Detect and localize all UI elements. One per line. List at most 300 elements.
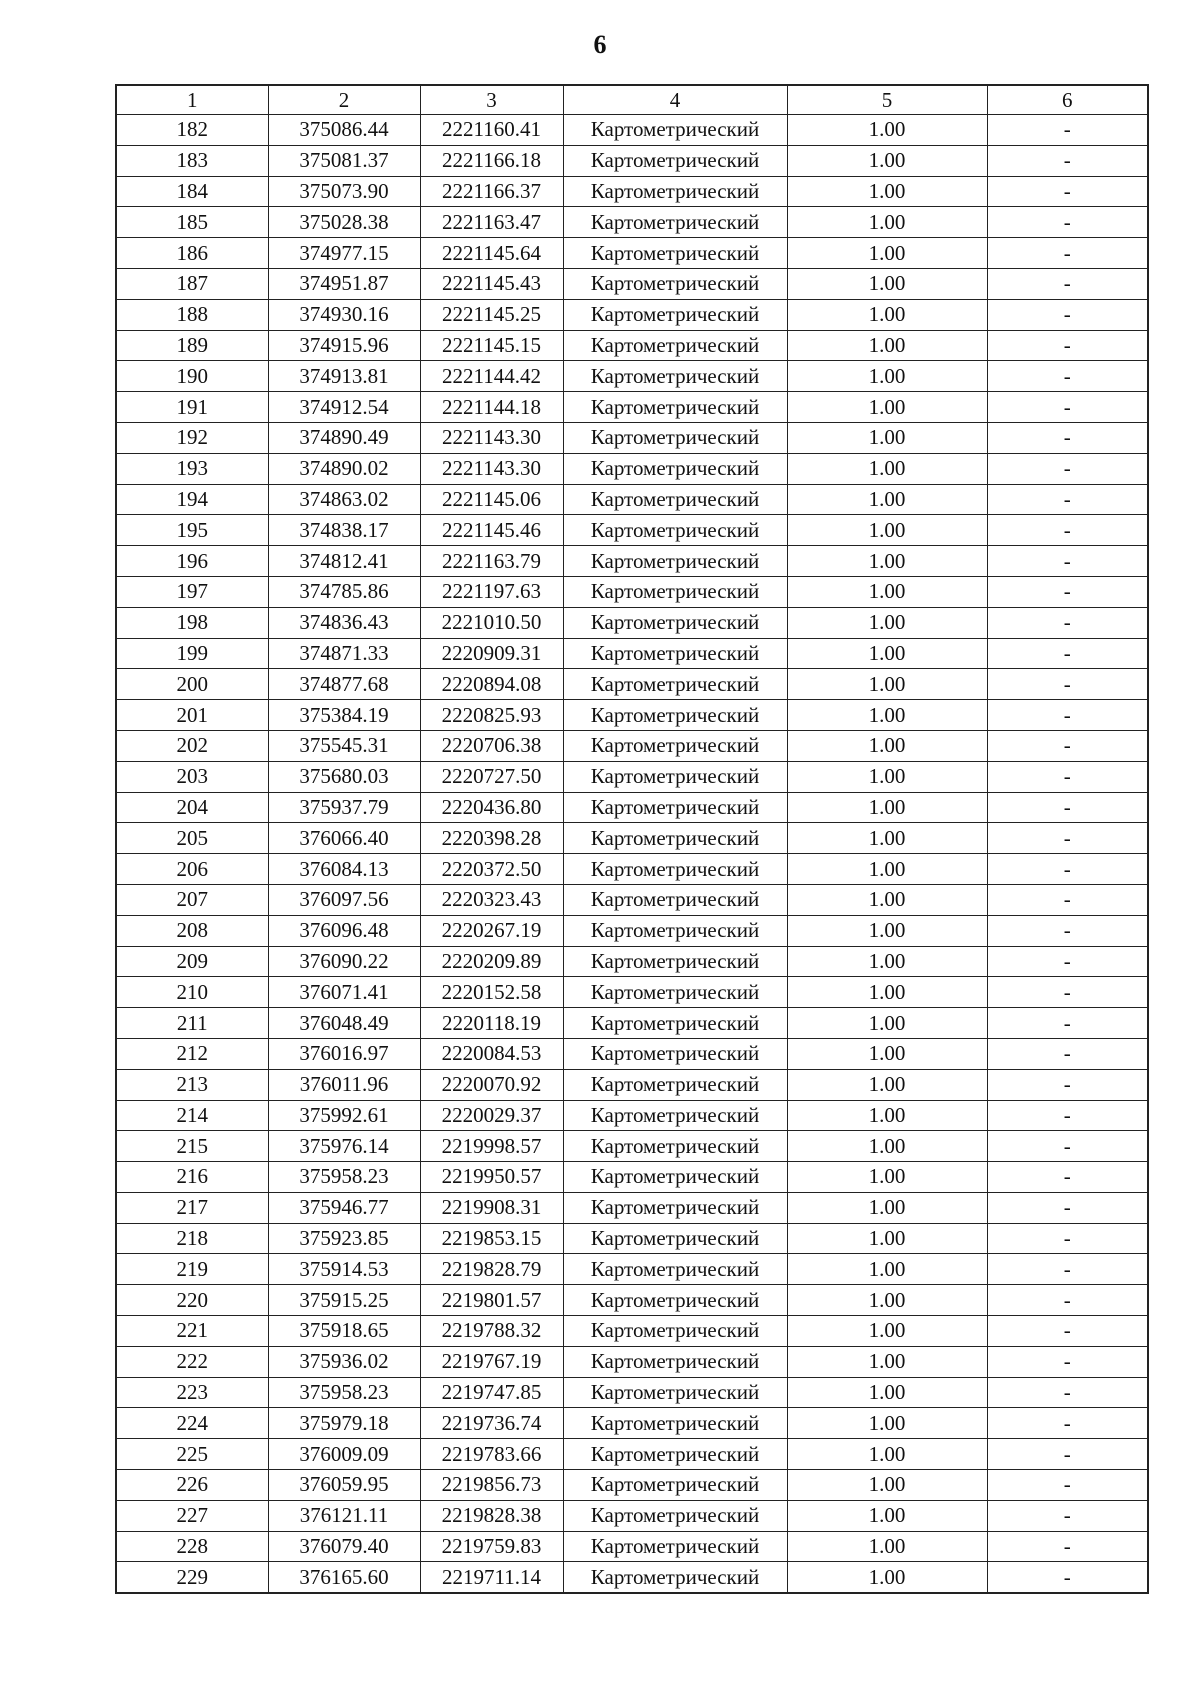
- table-cell: -: [987, 546, 1148, 577]
- table-cell: Картометрический: [563, 1562, 787, 1593]
- table-cell: 189: [116, 330, 268, 361]
- table-cell: -: [987, 1100, 1148, 1131]
- table-cell: 374912.54: [268, 392, 420, 423]
- table-cell: Картометрический: [563, 700, 787, 731]
- table-cell: -: [987, 1500, 1148, 1531]
- table-cell: 375958.23: [268, 1377, 420, 1408]
- table-cell: 376009.09: [268, 1439, 420, 1470]
- table-cell: 1.00: [787, 915, 987, 946]
- table-cell: 200: [116, 669, 268, 700]
- table-cell: 212: [116, 1038, 268, 1069]
- table-cell: 2220152.58: [420, 977, 563, 1008]
- table-cell: 2220372.50: [420, 854, 563, 885]
- table-cell: 1.00: [787, 1346, 987, 1377]
- table-cell: 2219736.74: [420, 1408, 563, 1439]
- table-cell: -: [987, 1285, 1148, 1316]
- table-row: [116, 1500, 1148, 1531]
- table-cell: 374863.02: [268, 484, 420, 515]
- table-cell: Картометрический: [563, 761, 787, 792]
- table-cell: 1.00: [787, 145, 987, 176]
- table-cell: 2220084.53: [420, 1038, 563, 1069]
- table-cell: 1.00: [787, 546, 987, 577]
- table-cell: 376071.41: [268, 977, 420, 1008]
- table-row: [116, 1223, 1148, 1254]
- table-cell: -: [987, 1223, 1148, 1254]
- table-cell: -: [987, 854, 1148, 885]
- table-cell: -: [987, 1531, 1148, 1562]
- table-cell: -: [987, 238, 1148, 269]
- table-cell: 2221166.18: [420, 145, 563, 176]
- table-cell: -: [987, 299, 1148, 330]
- table-cell: 201: [116, 700, 268, 731]
- table-cell: 215: [116, 1131, 268, 1162]
- table-row: [116, 1100, 1148, 1131]
- table-cell: 183: [116, 145, 268, 176]
- table-row: [116, 361, 1148, 392]
- table-cell: -: [987, 1162, 1148, 1193]
- table-cell: 2219856.73: [420, 1470, 563, 1501]
- table-cell: 2221144.18: [420, 392, 563, 423]
- table-cell: 206: [116, 854, 268, 885]
- table-cell: 375545.31: [268, 730, 420, 761]
- table-cell: Картометрический: [563, 330, 787, 361]
- table-cell: 2219998.57: [420, 1131, 563, 1162]
- table-cell: 376097.56: [268, 884, 420, 915]
- table-cell: 187: [116, 268, 268, 299]
- table-row: [116, 1254, 1148, 1285]
- table-cell: -: [987, 1377, 1148, 1408]
- table-cell: Картометрический: [563, 1192, 787, 1223]
- table-cell: 2221144.42: [420, 361, 563, 392]
- table-cell: 1.00: [787, 1470, 987, 1501]
- table-cell: 1.00: [787, 669, 987, 700]
- table-row: [116, 1316, 1148, 1347]
- table-cell: 210: [116, 977, 268, 1008]
- table-cell: 226: [116, 1470, 268, 1501]
- table-cell: -: [987, 453, 1148, 484]
- table-cell: 1.00: [787, 1069, 987, 1100]
- table-cell: -: [987, 792, 1148, 823]
- table-cell: -: [987, 915, 1148, 946]
- table-cell: Картометрический: [563, 515, 787, 546]
- table-cell: Картометрический: [563, 792, 787, 823]
- table-cell: 1.00: [787, 1254, 987, 1285]
- table-row: [116, 1285, 1148, 1316]
- table-cell: 375073.90: [268, 176, 420, 207]
- table-cell: 1.00: [787, 299, 987, 330]
- table-cell: -: [987, 1470, 1148, 1501]
- table-cell: 195: [116, 515, 268, 546]
- table-cell: 374877.68: [268, 669, 420, 700]
- table-cell: -: [987, 669, 1148, 700]
- table-cell: 1.00: [787, 268, 987, 299]
- column-header-4: 4: [563, 85, 787, 115]
- table-cell: Картометрический: [563, 884, 787, 915]
- table-cell: 2220398.28: [420, 823, 563, 854]
- table-cell: 375923.85: [268, 1223, 420, 1254]
- table-cell: 203: [116, 761, 268, 792]
- table-cell: 2221010.50: [420, 607, 563, 638]
- table-cell: 2221163.79: [420, 546, 563, 577]
- table-cell: 375081.37: [268, 145, 420, 176]
- table-cell: 2221145.06: [420, 484, 563, 515]
- table-cell: 202: [116, 730, 268, 761]
- table-cell: 1.00: [787, 700, 987, 731]
- table-cell: 220: [116, 1285, 268, 1316]
- table-cell: 2219828.38: [420, 1500, 563, 1531]
- table-cell: -: [987, 207, 1148, 238]
- table-cell: 2219950.57: [420, 1162, 563, 1193]
- table-cell: Картометрический: [563, 1470, 787, 1501]
- table-cell: 2221145.25: [420, 299, 563, 330]
- table-cell: 209: [116, 946, 268, 977]
- table-cell: 376165.60: [268, 1562, 420, 1593]
- table-row: [116, 392, 1148, 423]
- table-cell: 375028.38: [268, 207, 420, 238]
- table-cell: 182: [116, 115, 268, 146]
- table-cell: 2220706.38: [420, 730, 563, 761]
- table-cell: 2220894.08: [420, 669, 563, 700]
- table-cell: 222: [116, 1346, 268, 1377]
- table-cell: 197: [116, 576, 268, 607]
- table-cell: 214: [116, 1100, 268, 1131]
- page-number: 6: [593, 30, 607, 59]
- table-row: [116, 115, 1148, 146]
- table-cell: Картометрический: [563, 669, 787, 700]
- table-cell: 191: [116, 392, 268, 423]
- table-row: [116, 792, 1148, 823]
- table-cell: 374890.49: [268, 422, 420, 453]
- table-cell: 2221145.64: [420, 238, 563, 269]
- table-cell: Картометрический: [563, 115, 787, 146]
- table-cell: 1.00: [787, 422, 987, 453]
- table-cell: -: [987, 484, 1148, 515]
- table-cell: -: [987, 946, 1148, 977]
- table-cell: 375915.25: [268, 1285, 420, 1316]
- table-cell: -: [987, 515, 1148, 546]
- table-cell: 1.00: [787, 854, 987, 885]
- table-cell: 1.00: [787, 1316, 987, 1347]
- table-cell: Картометрический: [563, 1346, 787, 1377]
- column-header-2: 2: [268, 85, 420, 115]
- table-cell: 2220436.80: [420, 792, 563, 823]
- table-cell: Картометрический: [563, 823, 787, 854]
- table-cell: Картометрический: [563, 1377, 787, 1408]
- table-cell: 2220070.92: [420, 1069, 563, 1100]
- table-cell: 2220267.19: [420, 915, 563, 946]
- column-header-5: 5: [787, 85, 987, 115]
- table-row: [116, 977, 1148, 1008]
- table-cell: Картометрический: [563, 299, 787, 330]
- table-cell: 229: [116, 1562, 268, 1593]
- table-cell: Картометрический: [563, 1100, 787, 1131]
- table-cell: Картометрический: [563, 546, 787, 577]
- table-row: [116, 207, 1148, 238]
- table-cell: 2220825.93: [420, 700, 563, 731]
- table-cell: 198: [116, 607, 268, 638]
- table-cell: 1.00: [787, 1008, 987, 1039]
- table-cell: Картометрический: [563, 422, 787, 453]
- table-row: [116, 730, 1148, 761]
- table-row: [116, 1531, 1148, 1562]
- table-cell: 194: [116, 484, 268, 515]
- table-cell: -: [987, 115, 1148, 146]
- table-cell: 1.00: [787, 361, 987, 392]
- table-row: [116, 823, 1148, 854]
- table-cell: 375992.61: [268, 1100, 420, 1131]
- table-cell: -: [987, 1562, 1148, 1593]
- table-cell: 376059.95: [268, 1470, 420, 1501]
- table-cell: 375680.03: [268, 761, 420, 792]
- table-cell: -: [987, 268, 1148, 299]
- table-cell: 1.00: [787, 607, 987, 638]
- table-cell: 1.00: [787, 453, 987, 484]
- table-cell: 184: [116, 176, 268, 207]
- table-cell: 228: [116, 1531, 268, 1562]
- table-row: [116, 1470, 1148, 1501]
- table-row: [116, 946, 1148, 977]
- table-header-row: [116, 85, 1148, 115]
- table-cell: 374838.17: [268, 515, 420, 546]
- table-cell: 374977.15: [268, 238, 420, 269]
- table-cell: 193: [116, 453, 268, 484]
- table-cell: 2221145.15: [420, 330, 563, 361]
- table-cell: 375936.02: [268, 1346, 420, 1377]
- table-cell: 375918.65: [268, 1316, 420, 1347]
- table-cell: 188: [116, 299, 268, 330]
- table-cell: Картометрический: [563, 1069, 787, 1100]
- table-cell: Картометрический: [563, 854, 787, 885]
- table-cell: 1.00: [787, 1285, 987, 1316]
- table-cell: 1.00: [787, 884, 987, 915]
- table-row: [116, 484, 1148, 515]
- table-cell: Картометрический: [563, 1038, 787, 1069]
- table-row: [116, 669, 1148, 700]
- column-header-1: 1: [116, 85, 268, 115]
- table-cell: 1.00: [787, 1192, 987, 1223]
- table-cell: -: [987, 422, 1148, 453]
- table-row: [116, 638, 1148, 669]
- table-row: [116, 1346, 1148, 1377]
- table-cell: 374913.81: [268, 361, 420, 392]
- table-cell: 1.00: [787, 330, 987, 361]
- table-cell: Картометрический: [563, 915, 787, 946]
- table-cell: 374785.86: [268, 576, 420, 607]
- table-cell: 374812.41: [268, 546, 420, 577]
- table-cell: 204: [116, 792, 268, 823]
- table-cell: 1.00: [787, 638, 987, 669]
- table-cell: 375086.44: [268, 115, 420, 146]
- table-cell: 227: [116, 1500, 268, 1531]
- table-cell: 1.00: [787, 1408, 987, 1439]
- table-cell: Картометрический: [563, 453, 787, 484]
- table-cell: 376016.97: [268, 1038, 420, 1069]
- table-cell: 376066.40: [268, 823, 420, 854]
- table-cell: -: [987, 700, 1148, 731]
- table-row: [116, 1408, 1148, 1439]
- table-cell: -: [987, 730, 1148, 761]
- table-cell: -: [987, 1008, 1148, 1039]
- table-cell: 376096.48: [268, 915, 420, 946]
- table-cell: 376090.22: [268, 946, 420, 977]
- table-cell: 2220909.31: [420, 638, 563, 669]
- table-cell: 2220209.89: [420, 946, 563, 977]
- table-cell: Картометрический: [563, 145, 787, 176]
- table-cell: Картометрический: [563, 576, 787, 607]
- table-cell: Картометрический: [563, 607, 787, 638]
- table-cell: 2219767.19: [420, 1346, 563, 1377]
- table-row: [116, 546, 1148, 577]
- table-cell: 221: [116, 1316, 268, 1347]
- table-cell: 211: [116, 1008, 268, 1039]
- table-cell: 2220727.50: [420, 761, 563, 792]
- table-cell: -: [987, 1439, 1148, 1470]
- table-cell: 2219759.83: [420, 1531, 563, 1562]
- table-cell: 1.00: [787, 1131, 987, 1162]
- table-cell: 216: [116, 1162, 268, 1193]
- table-cell: 1.00: [787, 238, 987, 269]
- table-cell: Картометрический: [563, 1223, 787, 1254]
- table-cell: Картометрический: [563, 1131, 787, 1162]
- table-cell: Картометрический: [563, 1408, 787, 1439]
- table-cell: 207: [116, 884, 268, 915]
- table-cell: 375976.14: [268, 1131, 420, 1162]
- table-cell: 376011.96: [268, 1069, 420, 1100]
- table-cell: 1.00: [787, 1377, 987, 1408]
- table-cell: Картометрический: [563, 207, 787, 238]
- table-cell: -: [987, 1316, 1148, 1347]
- table-cell: 374871.33: [268, 638, 420, 669]
- table-cell: 2219747.85: [420, 1377, 563, 1408]
- table-cell: 374951.87: [268, 268, 420, 299]
- table-cell: 223: [116, 1377, 268, 1408]
- table-row: [116, 1439, 1148, 1470]
- table-row: [116, 1192, 1148, 1223]
- table-cell: -: [987, 1038, 1148, 1069]
- table-row: [116, 330, 1148, 361]
- table-cell: 196: [116, 546, 268, 577]
- table-cell: Картометрический: [563, 638, 787, 669]
- table-cell: -: [987, 1131, 1148, 1162]
- table-cell: 2220118.19: [420, 1008, 563, 1039]
- table-cell: Картометрический: [563, 1500, 787, 1531]
- table-cell: -: [987, 977, 1148, 1008]
- table-cell: 2221163.47: [420, 207, 563, 238]
- table-cell: 1.00: [787, 515, 987, 546]
- table-row: [116, 576, 1148, 607]
- table-cell: 374930.16: [268, 299, 420, 330]
- table-cell: 375937.79: [268, 792, 420, 823]
- table-cell: Картометрический: [563, 238, 787, 269]
- table-cell: 2221160.41: [420, 115, 563, 146]
- table-cell: Картометрический: [563, 268, 787, 299]
- table-cell: 374915.96: [268, 330, 420, 361]
- table-cell: 2219711.14: [420, 1562, 563, 1593]
- table-cell: 2219783.66: [420, 1439, 563, 1470]
- table-cell: 1.00: [787, 823, 987, 854]
- table-cell: -: [987, 1346, 1148, 1377]
- table-cell: 1.00: [787, 1500, 987, 1531]
- table-cell: 1.00: [787, 392, 987, 423]
- table-row: [116, 422, 1148, 453]
- table-cell: 218: [116, 1223, 268, 1254]
- table-cell: Картометрический: [563, 176, 787, 207]
- table-cell: 219: [116, 1254, 268, 1285]
- table-row: [116, 700, 1148, 731]
- table-cell: 376084.13: [268, 854, 420, 885]
- table-cell: 2219853.15: [420, 1223, 563, 1254]
- table-cell: 1.00: [787, 1531, 987, 1562]
- table-cell: 1.00: [787, 946, 987, 977]
- table-cell: 1.00: [787, 115, 987, 146]
- table-cell: Картометрический: [563, 1439, 787, 1470]
- table-cell: Картометрический: [563, 730, 787, 761]
- table-cell: 1.00: [787, 1100, 987, 1131]
- table-cell: 213: [116, 1069, 268, 1100]
- table-cell: 1.00: [787, 1562, 987, 1593]
- table-cell: 375914.53: [268, 1254, 420, 1285]
- table-cell: -: [987, 884, 1148, 915]
- table-row: [116, 1069, 1148, 1100]
- table-row: [116, 607, 1148, 638]
- table-cell: -: [987, 607, 1148, 638]
- table-cell: -: [987, 176, 1148, 207]
- table-cell: 2221197.63: [420, 576, 563, 607]
- column-header-6: 6: [987, 85, 1148, 115]
- table-cell: 192: [116, 422, 268, 453]
- table-cell: 376079.40: [268, 1531, 420, 1562]
- table-row: [116, 1377, 1148, 1408]
- table-row: [116, 145, 1148, 176]
- table-cell: 2220029.37: [420, 1100, 563, 1131]
- table-cell: -: [987, 576, 1148, 607]
- table-row: [116, 854, 1148, 885]
- table-cell: 2221145.46: [420, 515, 563, 546]
- table-cell: 186: [116, 238, 268, 269]
- table-cell: 375958.23: [268, 1162, 420, 1193]
- table-cell: 375946.77: [268, 1192, 420, 1223]
- table-cell: 1.00: [787, 761, 987, 792]
- table-cell: 217: [116, 1192, 268, 1223]
- table-cell: 374836.43: [268, 607, 420, 638]
- table-body: [116, 115, 1148, 1594]
- table-cell: Картометрический: [563, 977, 787, 1008]
- table-cell: -: [987, 145, 1148, 176]
- table-cell: 199: [116, 638, 268, 669]
- table-cell: Картометрический: [563, 392, 787, 423]
- table-cell: -: [987, 1408, 1148, 1439]
- table-cell: 1.00: [787, 1223, 987, 1254]
- table-cell: 1.00: [787, 792, 987, 823]
- table-cell: 2219801.57: [420, 1285, 563, 1316]
- table-row: [116, 453, 1148, 484]
- table-cell: 1.00: [787, 1162, 987, 1193]
- table-cell: 2221166.37: [420, 176, 563, 207]
- table-row: [116, 1131, 1148, 1162]
- coordinates-table: [115, 84, 1149, 1594]
- table-cell: 2221145.43: [420, 268, 563, 299]
- table-cell: 2219828.79: [420, 1254, 563, 1285]
- table-cell: 1.00: [787, 1439, 987, 1470]
- table-cell: 1.00: [787, 977, 987, 1008]
- table-row: [116, 915, 1148, 946]
- table-row: [116, 761, 1148, 792]
- table-cell: 2220323.43: [420, 884, 563, 915]
- table-cell: -: [987, 1069, 1148, 1100]
- table-cell: 225: [116, 1439, 268, 1470]
- table-cell: 376121.11: [268, 1500, 420, 1531]
- table-cell: Картометрический: [563, 1531, 787, 1562]
